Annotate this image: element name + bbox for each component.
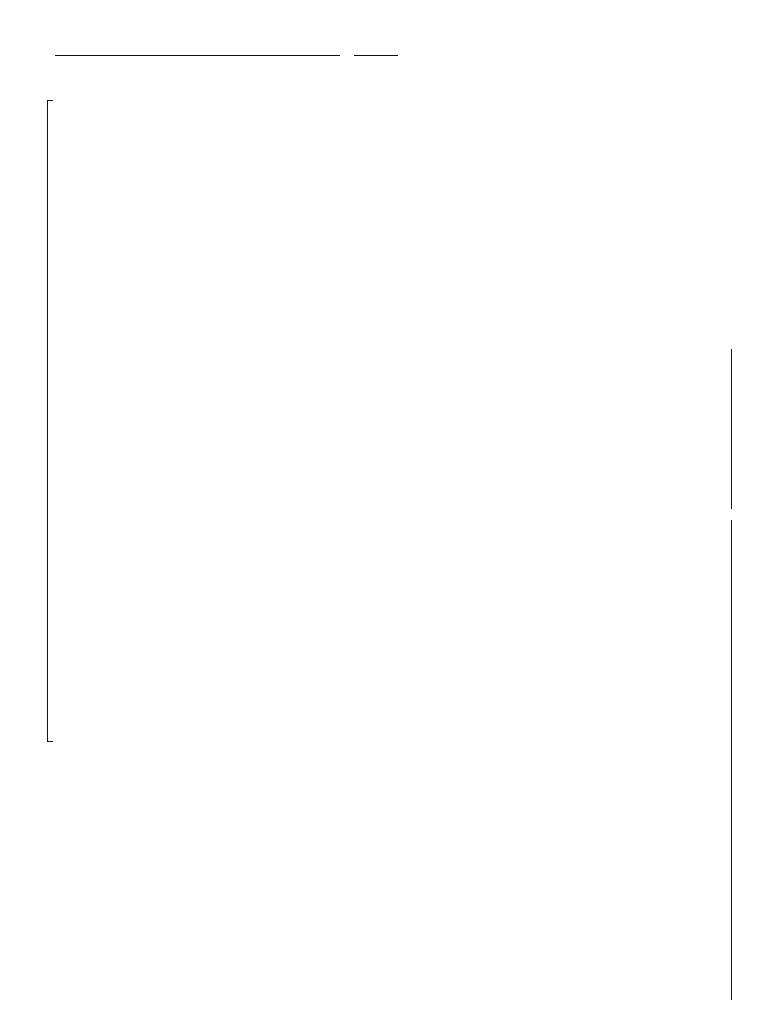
title-bracket bbox=[47, 100, 53, 742]
header-line bbox=[55, 40, 406, 56]
side-title bbox=[22, 140, 44, 700]
camper-name-field[interactable] bbox=[55, 41, 340, 56]
date-field[interactable] bbox=[722, 349, 732, 509]
camp-grade-field[interactable] bbox=[354, 41, 398, 56]
signature-field[interactable] bbox=[722, 520, 732, 1000]
signature-row bbox=[722, 184, 734, 1004]
